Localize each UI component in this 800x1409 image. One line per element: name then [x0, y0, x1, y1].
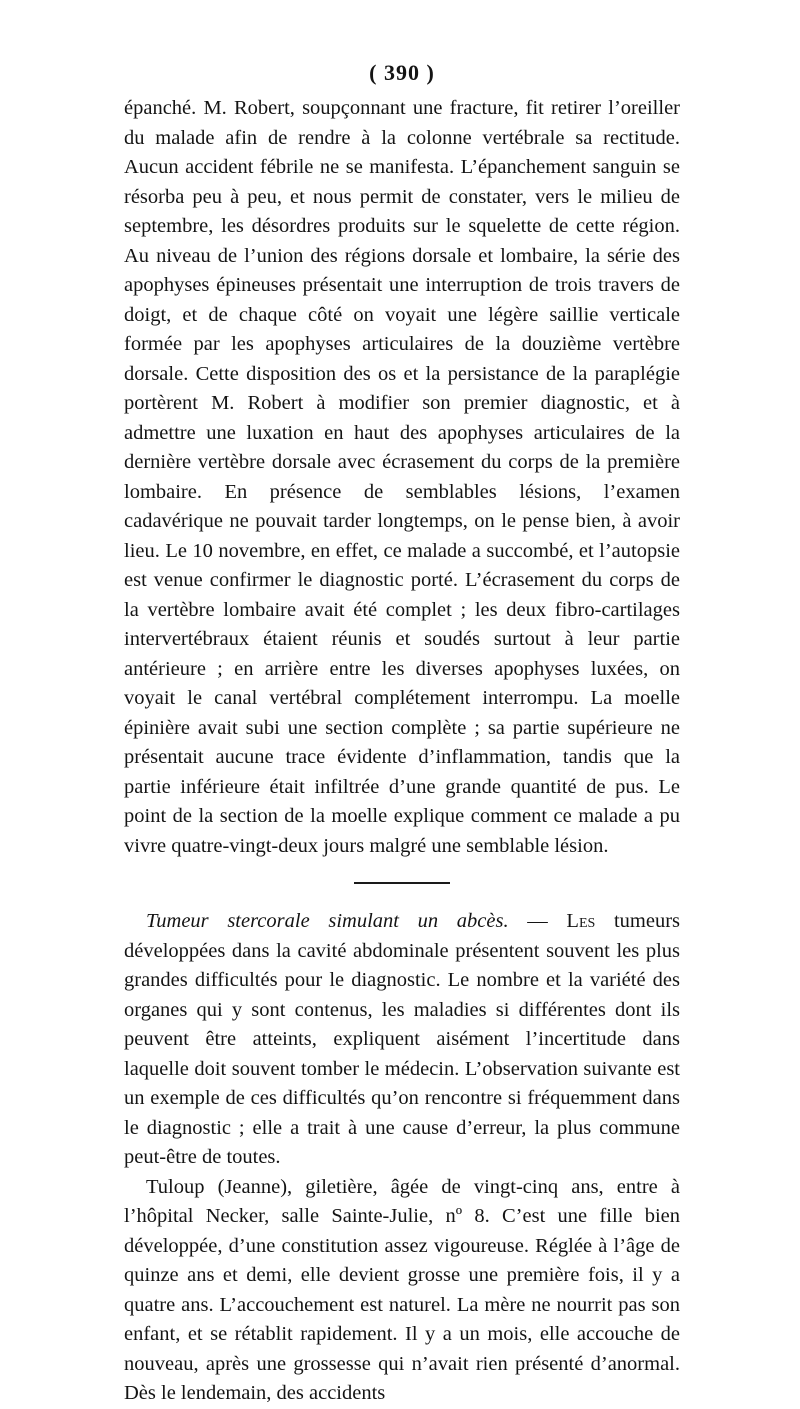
page-number: ( 390 ) [369, 60, 435, 85]
section-lead-word: Les [566, 910, 596, 932]
paragraph-case-continuation: épanché. M. Robert, soupçonnant une fracture, fit retirer l’oreiller du malade afin de rendre à la colonne vertébrale sa rectitude. Aucun accident fébrile ne se manifesta. L’épanchement sanguin se résorba peu à peu, et nous permit de constater, vers le milieu de septembre, les désordres produits sur le squelette de cette région. Au niveau de l’union des régions dorsale et lombaire, la série des apophyses épineuses présentait une interruption de trois travers de doigt, et de chaque côté on voyait une légère saillie verticale formée par les apophyses articulaires de la douzième vertèbre dorsale. Cette disposition des os et la persistance de la paraplégie portèrent M. Robert à modifier son premier diagnostic, et à admettre une luxation en haut des apophyses articulaires de la dernière vertèbre dorsale avec écrasement du corps de la première lombaire. En présence de semblables lésions, l’examen cadavérique ne pouvait tarder longtemps, on le pense bien, à avoir lieu. Le 10 novembre, en effet, ce malade a succombé, et l’autopsie est venue confirmer le diagnostic porté. L’écrasement du corps de la vertèbre lombaire avait été complet ; les deux fibro-cartilages intervertébraux étaient réunis et soudés surtout à leur partie antérieure ; en arrière entre les diverses apophyses luxées, on voyait le canal vertébral complétement interrompu. La moelle épinière avait subi une section complète ; sa partie supérieure ne présentait aucune trace évidente d’inflammation, tandis que la partie inférieure était infiltrée d’une grande quantité de pus. Le point de la section de la moelle explique comment ce malade a pu vivre quatre-vingt-deux jours malgré une semblable lésion. [124, 97, 680, 857]
section-text: tumeurs développées dans la cavité abdominale présentent souvent les plus grandes difficultés pour le diagnostic. Le nombre et la variété des organes qui y sont contenus, les maladies si différentes dont ils peuvent être atteints, expliquent aisément l’incertitude dans laquelle doit souvent tomber le médecin. L’observation suivante est un exemple de ces difficultés qu’on rencontre si fréquemment dans le diagnostic ; elle a trait à une cause d’erreur, la plus commune peut-être de toutes. [124, 910, 681, 1168]
section-dash: — [508, 910, 567, 932]
paragraph-patient-history: Tuloup (Jeanne), giletière, âgée de vingt-cinq ans, entre à l’hôpital Necker, salle Sainte-Julie, nº 8. C’est une fille bien développée, d’une constitution assez vigoureuse. Réglée à l’âge de quinze ans et demi, elle devient grosse une première fois, il y a quatre ans. L’accouchement est naturel. La mère ne nourrit pas son enfant, et se rétablit rapidement. Il y a un mois, elle accouche de nouveau, après une grossesse qui n’avait rien présenté d’anormal. Dès le lendemain, des accidents [124, 1175, 680, 1404]
section-divider [354, 882, 450, 884]
section-title: Tumeur stercorale simulant un abcès. [146, 910, 509, 932]
book-page [124, 58, 680, 1409]
paragraph-section-intro [124, 907, 680, 1173]
